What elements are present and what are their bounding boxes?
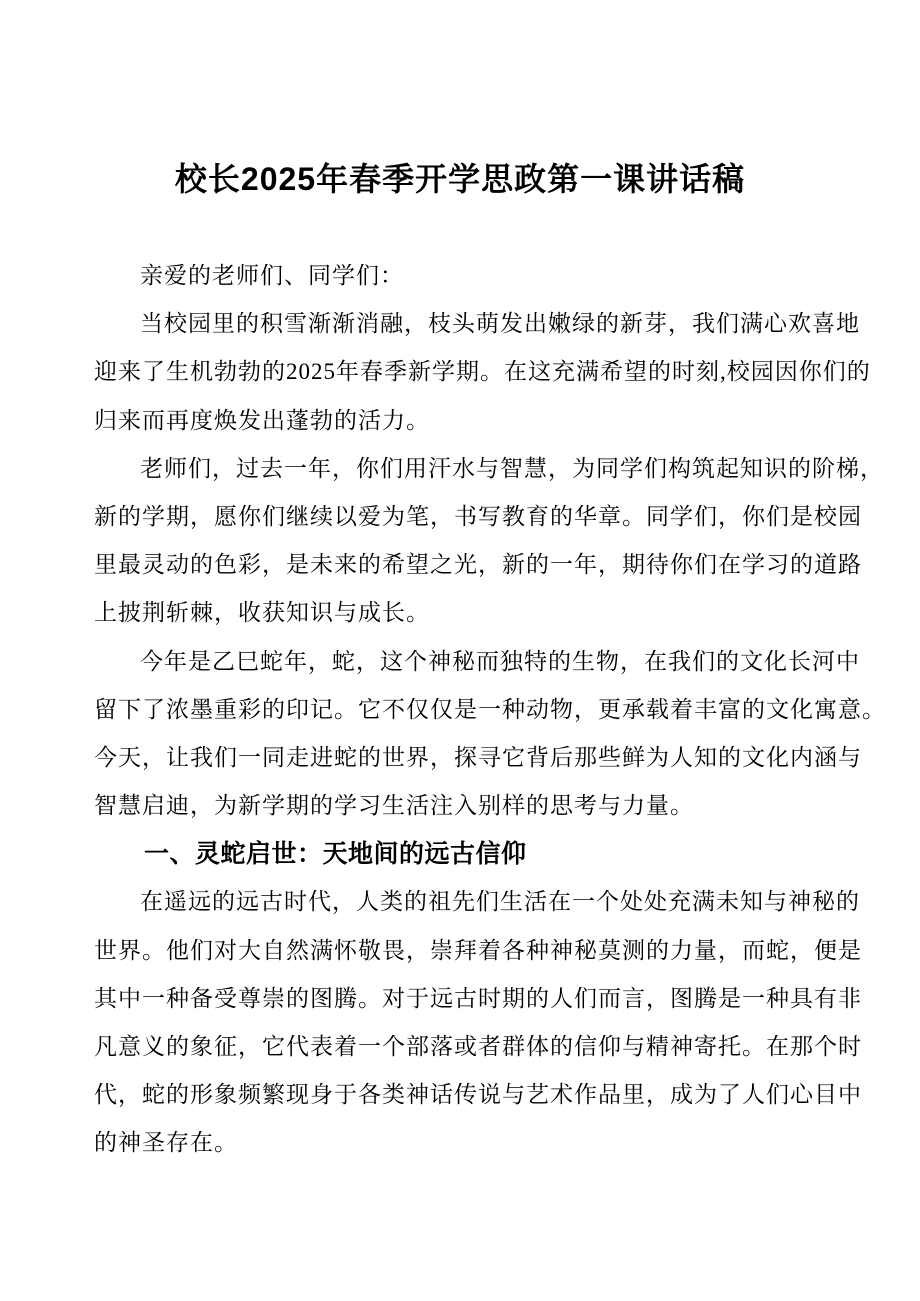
body-text-line: 留下了浓墨重彩的印记。它不仅仅是一种动物，更承载着丰富的文化寓意。 xyxy=(94,696,886,722)
body-text-line: 智慧启迪，为新学期的学习生活注入别样的思考与力量。 xyxy=(94,793,694,819)
body-text-line: 今年是乙巳蛇年，蛇，这个神秘而独特的生物，在我们的文化长河中 xyxy=(140,648,860,674)
body-text-line: 凡意义的象征，它代表着一个部落或者群体的信仰与精神寄托。在那个时 xyxy=(94,1034,862,1059)
body-text-line: 世界。他们对大自然满怀敬畏，崇拜着各种神秘莫测的力量，而蛇，便是 xyxy=(94,937,862,963)
body-text-line: 新的学期，愿你们继续以爱为笔，书写教育的华章。同学们，你们是校园 xyxy=(94,503,862,529)
body-text-line: 当校园里的积雪渐渐消融，枝头萌发出嫩绿的新芽，我们满心欢喜地 xyxy=(140,311,860,337)
body-text-line: 在遥远的远古时代，人类的祖先们生活在一个处处充满未知与神秘的 xyxy=(140,889,860,915)
document-body xyxy=(94,252,920,1168)
body-text-line: 迎来了生机勃勃的2025年春季新学期。在这充满希望的时刻,校园因你们的 xyxy=(94,359,871,385)
document-title: 校长2025年春季开学思政第一课讲话稿 xyxy=(174,161,746,197)
body-text-line: 的神圣存在。 xyxy=(94,1130,238,1156)
body-text-line: 里最灵动的色彩，是未来的希望之光，新的一年，期待你们在学习的道路 xyxy=(94,552,862,578)
body-text-line: 今天，让我们一同走进蛇的世界，探寻它背后那些鲜为人知的文化内涵与 xyxy=(94,744,862,770)
body-text-line: 代，蛇的形象频繁现身于各类神话传说与艺术作品里，成为了人们心目中 xyxy=(94,1082,862,1108)
section-heading: 一、灵蛇启世：天地间的远古信仰 xyxy=(144,840,527,869)
body-text-line: 上披荆斩棘，收获知识与成长。 xyxy=(94,600,430,626)
body-text-line: 归来而再度焕发出蓬勃的活力。 xyxy=(94,407,430,433)
body-text-line: 其中一种备受尊崇的图腾。对于远古时期的人们而言，图腾是一种具有非 xyxy=(94,985,862,1011)
body-text-line: 老师们，过去一年，你们用汗水与智慧，为同学们构筑起知识的阶梯， xyxy=(140,455,884,481)
document-content xyxy=(94,155,920,1168)
body-text-line: 亲爱的老师们、同学们： xyxy=(140,263,404,288)
